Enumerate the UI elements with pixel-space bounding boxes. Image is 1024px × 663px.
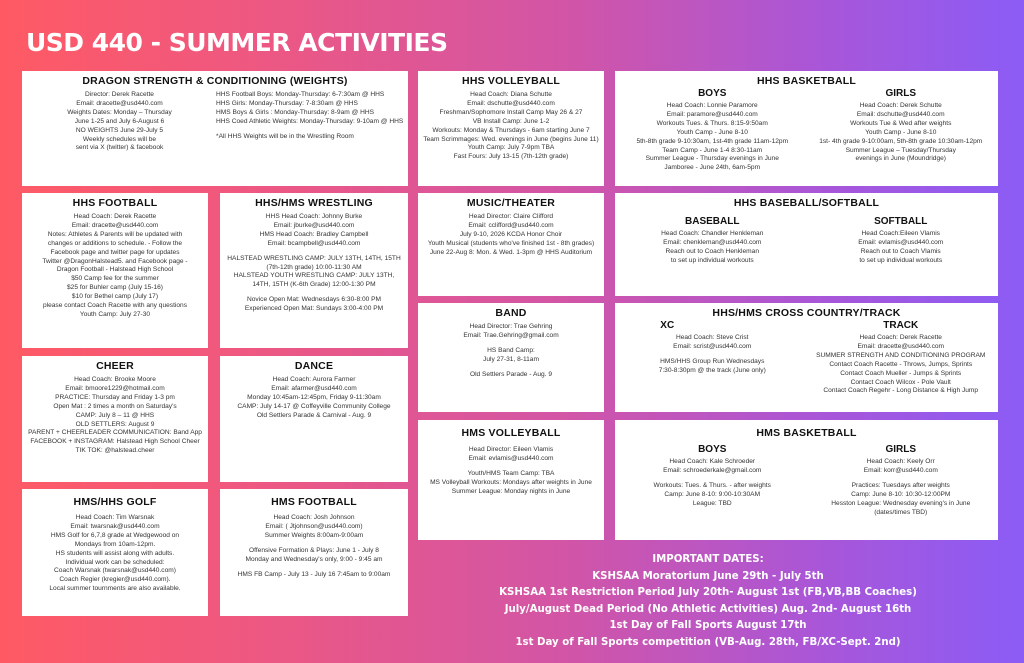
text-line: Coach Warsnak (twarsnak@usd440.com)	[54, 567, 176, 575]
text-line: CAMP: July 14-17 @ Coffeyville Community College	[237, 402, 391, 410]
text-line: Youth/HMS Team Camp: TBA	[467, 469, 555, 477]
text-line: HMS/HHS Group Run Wednesdays	[660, 357, 765, 365]
girls-heading: GIRLS	[885, 444, 917, 456]
text-line: Team Camp - June 1-4 8:30-11am	[662, 146, 763, 154]
cross-country-track-card	[615, 303, 998, 412]
hms-volleyball-card	[418, 420, 604, 540]
card-body	[421, 323, 601, 379]
text-line: to set up individual workouts	[859, 256, 943, 264]
text-line: Head Coach: Keely Orr	[866, 458, 935, 466]
text-line: Contact Coach Mueller - Jumps & Sprints	[840, 369, 962, 377]
card-body	[223, 213, 405, 314]
text-line: Head Coach: Lonnie Paramore	[666, 102, 758, 110]
text-line: Email: evlamis@usd440.com	[858, 239, 944, 247]
text-line: Head Coach: Aurora Farmer	[272, 376, 356, 384]
text-line: OLD SETTLERS: August 9	[75, 420, 155, 428]
text-line: Offensive Formation & Plays: June 1 - July 8	[249, 546, 379, 554]
text-line: Novice Open Mat: Wednesdays 6:30-8:00 PM	[246, 296, 382, 304]
text-line: TIK TOK: @halstead.cheer	[75, 447, 155, 455]
text-line: Youth Camp: July 27-30	[79, 310, 151, 318]
text-line: Email: afarmer@usd440.com	[271, 385, 357, 393]
card-title: HMS VOLLEYBALL	[461, 427, 561, 439]
card-title: DANCE	[294, 360, 334, 372]
text-line: June 22-Aug 8: Mon. & Wed. 1-3pm @ HHS Auditorium	[429, 248, 593, 256]
important-dates	[418, 552, 998, 651]
softball-heading: SOFTBALL	[874, 216, 928, 228]
text-line: HS students will assist along with adults.	[55, 549, 175, 557]
boys-info	[618, 458, 807, 508]
text-line: 14TH, 15TH (K-6th Grade) 12:00-1:30 PM	[252, 281, 376, 289]
text-line: Freshman/Sophomore Install Camp May 26 & 27	[439, 108, 583, 116]
card-title: CHEER	[96, 360, 134, 372]
text-line: Head Coach: Derek Schutte	[859, 102, 942, 110]
text-line: HHS Football Boys: Monday-Thursday: 6-7:30am @ HHS	[216, 91, 385, 99]
text-line: Notes: Athletes & Parents will be updated with	[47, 230, 183, 238]
card-title: HHS/HMS CROSS COUNTRY/TRACK	[712, 307, 901, 319]
text-line: Youth Camp - June 8-10	[676, 128, 748, 136]
text-line: July/August Dead Period (No Athletic Activities) Aug. 2nd- August 16th	[504, 603, 912, 615]
text-line: HALSTEAD YOUTH WRESTLING CAMP: JULY 13TH,	[233, 272, 395, 280]
card-body	[25, 514, 205, 594]
text-line: June 1-25 and July 6-August 6	[74, 117, 165, 125]
xc-heading: XC	[660, 320, 675, 332]
text-line: Contact Coach Racette - Throws, Jumps, Sprints	[829, 360, 973, 368]
text-line: Camp: June 8-10: 9:00-10:30AM	[664, 490, 761, 498]
text-line: Email: dracette@usd440.com	[71, 222, 159, 230]
text-line: Local summer tournments are also available.	[49, 585, 181, 593]
text-line: HALSTEAD WRESTLING CAMP: JULY 13TH, 14TH, 15TH	[227, 254, 401, 262]
text-line: 5th-8th grade 9-10:30am, 1st-4th grade 11am-12pm	[636, 137, 789, 145]
text-line: Practices: Tuesdays after weights	[851, 481, 950, 489]
text-line: Dragon Football - Halstead High School	[56, 266, 174, 274]
text-line: 1st Day of Fall Sports competition (VB-Aug. 28th, FB/XC-Sept. 2nd)	[515, 636, 901, 648]
text-line: Email: cclifford@usd440.com	[468, 222, 554, 230]
text-line: Monday and Wednesday's only, 9:00 - 9:45 am	[245, 555, 383, 563]
text-line: Monday 10:45am-12:45pm, Friday 9-11:30am	[247, 393, 381, 401]
text-line: Reach out to Coach Vlamis	[860, 247, 941, 255]
card-title: HHS VOLLEYBALL	[462, 75, 560, 87]
wrestling-card	[220, 193, 408, 348]
text-line: IMPORTANT DATES:	[652, 554, 764, 565]
text-line: Email: dschutte@usd440.com	[467, 100, 555, 108]
text-line: Email: bmoore1229@hotmail.com	[65, 385, 165, 393]
text-line: Workouts: Tues. & Thurs. - after weights	[653, 481, 771, 489]
text-line: Experienced Open Mat: Sundays 3:00-4:00 PM	[244, 305, 384, 313]
text-line: Contact Coach Wilcox - Pole Vault	[850, 378, 951, 386]
dance-card	[220, 356, 408, 482]
hhs-basketball-card	[615, 71, 998, 186]
text-line: Email: scrist@usd440.com	[673, 343, 752, 351]
text-line: Youth Camp: July 7-9pm TBA	[467, 144, 555, 152]
strength-info	[25, 91, 214, 153]
card-title: HHS/HMS WRESTLING	[255, 197, 373, 209]
text-line: please contact Coach Racette with any questions	[42, 302, 188, 310]
text-line: Email: bcampbell@usd440.com	[267, 239, 361, 247]
strength-schedule	[214, 91, 405, 153]
text-line: Email: jburke@usd440.com	[273, 222, 355, 230]
text-line: Director: Derek Racette	[85, 91, 154, 99]
text-line: PARENT + CHEERLEADER COMMUNICATION: Band App	[28, 429, 202, 437]
card-title: MUSIC/THEATER	[466, 197, 556, 209]
text-line: Youth Musical (students who've finished 1st - 8th grades)	[427, 239, 595, 247]
text-line: KSHSAA Moratorium June 29th - July 5th	[592, 570, 824, 582]
text-line: Summer League - Thursday evenings in June	[645, 155, 779, 163]
text-line: changes or additions to schedule. - Follow the	[47, 239, 183, 247]
text-line: Head Coach: Derek Racette	[859, 334, 942, 342]
card-body	[223, 376, 405, 420]
card-body	[223, 514, 405, 579]
hhs-volleyball-card	[418, 71, 604, 186]
card-title: HMS/HHS GOLF	[73, 496, 157, 508]
text-line: Mondays from 10am-12pm.	[74, 540, 156, 548]
softball-info	[807, 230, 996, 266]
text-line: Hesston League: Wednesday evening's in June	[831, 499, 971, 507]
text-line: HS Band Camp:	[487, 346, 535, 354]
text-line: evenings in June (Moundridge)	[855, 155, 947, 163]
card-title: DRAGON STRENGTH & CONDITIONING (WEIGHTS)	[82, 75, 348, 87]
text-line: HMS Boys & Girls : Monday-Thursday: 8-9am @ HHS	[216, 108, 375, 116]
text-line: sent via X (twitter) & facebook	[75, 144, 164, 152]
text-line: Summer League – Tuesday/Thursday	[845, 146, 956, 154]
card-title: HHS BASKETBALL	[756, 75, 857, 87]
girls-info	[807, 458, 996, 517]
page-title: USD 440 - SUMMER ACTIVITIES	[26, 28, 448, 57]
text-line: PRACTICE: Thursday and Friday 1-3 pm	[55, 393, 175, 401]
baseball-softball-card	[615, 193, 998, 296]
hms-basketball-card	[615, 420, 998, 540]
text-line: $10 for Bethel camp (July 17)	[71, 293, 159, 301]
text-line: HMS Head Coach: Bradley Campbell	[259, 230, 369, 238]
text-line: to set up individual workouts	[670, 256, 754, 264]
text-line: Camp: June 8-10: 10:30-12:00PM	[851, 490, 951, 498]
text-line: Coach Regier (kregier@usd440.com).	[59, 576, 171, 584]
text-line: Weekly schedules will be	[82, 135, 157, 143]
text-line: Email: korr@usd440.com	[863, 467, 938, 475]
music-theater-card	[418, 193, 604, 296]
girls-heading: GIRLS	[885, 88, 917, 100]
text-line: $25 for Buhler camp (July 15-16)	[66, 284, 164, 292]
text-line: Email: Trae.Gehring@gmail.com	[463, 332, 559, 340]
text-line: Summer League: Monday nights in June	[451, 487, 571, 495]
text-line: Reach out to Coach Henkleman	[665, 247, 759, 255]
text-line: HMS Golf for 6,7,8 grade at Wedgewood on	[50, 531, 180, 539]
text-line: Email: dracette@usd440.com	[76, 100, 163, 108]
text-line: Email: paramore@usd440.com	[666, 111, 758, 119]
text-line: VB Install Camp: June 1-2	[472, 117, 550, 125]
strength-card	[22, 71, 408, 186]
text-line: Head Coach: Brooke Moore	[74, 376, 156, 384]
text-line: Individual work can be scheduled:	[65, 558, 165, 566]
text-line: Head Coach:Eileen Vlamis	[861, 230, 940, 238]
text-line: Head Coach: Kale Schroeder	[669, 458, 756, 466]
card-body	[25, 376, 205, 456]
text-line: HHS Girls: Monday-Thursday: 7-8:30am @ HHS	[216, 100, 358, 108]
text-line: Head Director: Claire Clifford	[468, 213, 554, 221]
text-line: HHS Head Coach: Johnny Burke	[265, 213, 363, 221]
card-body	[421, 91, 601, 162]
card-body	[421, 446, 601, 496]
text-line: MS Volleyball Workouts: Mondays after weights in June	[430, 478, 592, 486]
baseball-heading: BASEBALL	[685, 216, 740, 228]
text-line: Facebook page and twitter page for updates	[50, 248, 180, 256]
track-heading: TRACK	[883, 320, 919, 332]
text-line: Summer Weights 8:00am-9:00am	[264, 531, 364, 539]
text-line: Fast Fours: July 13-15 (7th-12th grade)	[453, 153, 569, 161]
text-line: Head Coach: Steve Crist	[675, 334, 749, 342]
text-line: Head Coach: Tim Warsnak	[75, 514, 155, 522]
text-line: League: TBD	[692, 499, 732, 507]
text-line: *All HHS Weights will be in the Wrestling Room	[216, 132, 354, 140]
text-line: Workouts Tues. & Thurs. 8:15-9:50am	[656, 119, 768, 127]
band-card	[418, 303, 604, 412]
boys-heading: BOYS	[698, 444, 727, 456]
text-line: (dates/times TBD)	[874, 508, 928, 516]
text-line: Head Coach: Chandler Henkleman	[661, 230, 764, 238]
text-line: KSHSAA 1st Restriction Period July 20th- August 1st (FB,VB,BB Coaches)	[499, 587, 917, 598]
text-line: Twitter @DragonHalstead5. and Facebook page -	[42, 257, 188, 265]
text-line: 1st Day of Fall Sports August 17th	[609, 620, 807, 631]
text-line: Email: chenkleman@usd440.com	[663, 239, 762, 247]
xc-info	[618, 334, 807, 376]
card-title: HMS BASKETBALL	[756, 427, 857, 439]
text-line: Youth Camp - June 8-10	[865, 128, 937, 136]
text-line: Old Settlers Parade & Carnival - Aug. 9	[256, 411, 372, 419]
text-line: SUMMER STRENGTH AND CONDITIONING PROGRAM	[816, 351, 986, 359]
card-title: BAND	[495, 307, 527, 319]
text-line: Head Coach: Diana Schutte	[470, 91, 552, 99]
text-line: July 27-31, 8-11am	[483, 355, 539, 363]
card-body	[421, 213, 601, 257]
text-line: Open Mat : 2 times a month on Saturday's	[53, 402, 177, 410]
text-line: Jamboree - June 24th, 6am-5pm	[664, 164, 761, 172]
text-line: Email: schroederkale@gmail.com	[663, 467, 762, 475]
card-title: HHS FOOTBALL	[72, 197, 158, 209]
text-line: Email: twarsnak@usd440.com	[70, 523, 160, 531]
golf-card	[22, 489, 208, 616]
hms-football-card	[220, 489, 408, 616]
text-line: CAMP: July 8 – 11 @ HHS	[75, 411, 155, 419]
card-body	[25, 213, 205, 320]
text-line: Workouts: Monday & Thursdays - 6am starting June 7	[432, 126, 590, 134]
baseball-info	[618, 230, 807, 266]
text-line: FACEBOOK + INSTAGRAM: Halstead High School Cheer	[30, 438, 200, 446]
card-title: HHS BASEBALL/SOFTBALL	[733, 197, 880, 209]
text-line: Email: dracette@usd440.com	[857, 343, 945, 351]
text-line: Team Scrimmages: Wed. evenings in June (begins June 11)	[423, 135, 599, 143]
text-line: July 9-10, 2026 KCDA Honor Choir	[459, 230, 563, 238]
track-info	[807, 334, 996, 396]
cheer-card	[22, 356, 208, 482]
text-line: Contact Coach Regehr - Long Distance & High Jump	[823, 387, 979, 395]
girls-info	[807, 102, 996, 164]
text-line: Head Coach: Derek Racette	[73, 213, 157, 221]
card-title: HMS FOOTBALL	[271, 496, 357, 508]
text-line: HMS FB Camp - July 13 - July 16 7:45am to 9:00am	[237, 570, 391, 578]
text-line: $50 Camp fee for the summer	[71, 275, 159, 283]
text-line: Head Coach: Josh Johnson	[273, 514, 355, 522]
boys-info	[618, 102, 807, 173]
text-line: Weights Dates: Monday – Thursday	[67, 108, 172, 116]
text-line: Old Settlers Parade - Aug. 9	[469, 370, 553, 378]
text-line: (7th-12th grade) 10:00-11:30 AM	[266, 263, 362, 271]
text-line: 7:30-8:30pm @ the track (June only)	[658, 366, 766, 374]
text-line: HHS Coed Athletic Weights: Monday-Thursday: 9-10am @ HHS	[216, 117, 404, 125]
text-line: Email: ( Jtjohnson@usd440.com)	[265, 523, 363, 531]
text-line: 1st- 4th grade 9-10:00am, 5th-8th grade 10:30am-12pm	[819, 137, 983, 145]
text-line: Head Director: Trae Gehring	[469, 323, 553, 331]
hhs-football-card	[22, 193, 208, 348]
text-line: NO WEIGHTS June 29-July 5	[75, 126, 164, 134]
boys-heading: BOYS	[698, 88, 727, 100]
text-line: Email: dschutte@usd440.com	[856, 111, 945, 119]
text-line: Email: evlamis@usd440.com	[468, 455, 554, 463]
text-line: Head Director: Eileen Vlamis	[468, 446, 554, 454]
text-line: Workouts Tue & Wed after weights	[850, 119, 952, 127]
